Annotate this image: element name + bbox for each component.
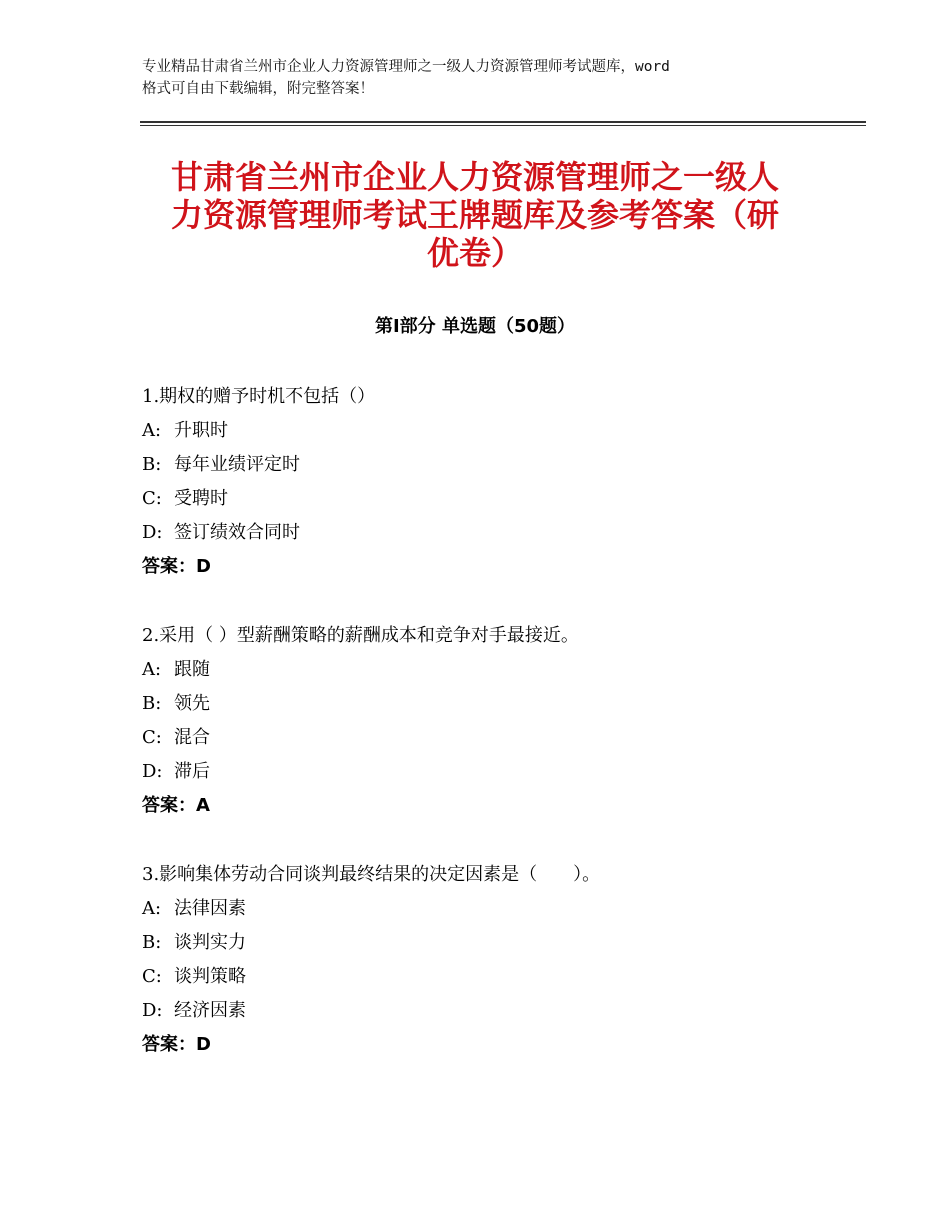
question-2 <box>142 619 802 823</box>
option-key: D: <box>142 522 163 543</box>
option-b <box>142 687 802 721</box>
option-text: 混合 <box>174 727 210 748</box>
option-text: 领先 <box>174 693 210 714</box>
option-b <box>142 926 802 960</box>
option-text: 谈判策略 <box>174 966 246 987</box>
option-text: 签订绩效合同时 <box>174 522 300 543</box>
option-text: 滞后 <box>174 761 210 782</box>
document-title <box>130 158 820 272</box>
option-text: 跟随 <box>174 659 210 680</box>
section-title: 第Ⅰ部分 单选题（50题） <box>374 316 575 337</box>
option-key: A: <box>142 898 162 919</box>
option-text: 每年业绩评定时 <box>174 454 300 475</box>
option-d <box>142 755 802 789</box>
question-1 <box>142 380 802 584</box>
option-key: C: <box>142 727 162 748</box>
option-text: 经济因素 <box>174 1000 246 1021</box>
option-key: D: <box>142 1000 163 1021</box>
option-text: 受聘时 <box>174 488 228 509</box>
header-note-line-2: 格式可自由下载编辑，附完整答案！ <box>142 81 374 97</box>
option-c <box>142 482 802 516</box>
option-a <box>142 653 802 687</box>
question-text: 1.期权的赠予时机不包括（） <box>142 386 376 407</box>
option-key: B: <box>142 932 162 953</box>
document-title-line-3: 优卷） <box>426 234 523 272</box>
option-key: B: <box>142 693 162 714</box>
option-a <box>142 892 802 926</box>
question-text: 3.影响集体劳动合同谈判最终结果的决定因素是（ ）。 <box>142 864 601 885</box>
question-3 <box>142 858 802 1062</box>
header-divider-thin <box>140 125 866 126</box>
option-text: 升职时 <box>174 420 228 441</box>
option-a <box>142 414 802 448</box>
question-text: 2.采用（ ）型薪酬策略的薪酬成本和竞争对手最接近。 <box>142 625 579 646</box>
document-title-line-2: 力资源管理师考试王牌题库及参考答案（研 <box>170 196 779 234</box>
answer: 答案：A <box>142 795 210 816</box>
option-c <box>142 721 802 755</box>
document-title-line-1: 甘肃省兰州市企业人力资源管理师之一级人 <box>170 158 779 196</box>
option-key: B: <box>142 454 162 475</box>
header-note <box>142 56 822 100</box>
option-text: 谈判实力 <box>174 932 246 953</box>
answer: 答案：D <box>142 556 211 577</box>
option-key: C: <box>142 966 162 987</box>
option-d <box>142 516 802 550</box>
header-divider-thick <box>140 121 866 123</box>
option-key: A: <box>142 420 162 441</box>
header-note-line-1: 专业精品甘肃省兰州市企业人力资源管理师之一级人力资源管理师考试题库，word <box>142 59 670 75</box>
option-b <box>142 448 802 482</box>
option-c <box>142 960 802 994</box>
option-key: C: <box>142 488 162 509</box>
answer: 答案：D <box>142 1034 211 1055</box>
option-key: D: <box>142 761 163 782</box>
option-d <box>142 994 802 1028</box>
option-text: 法律因素 <box>174 898 246 919</box>
option-key: A: <box>142 659 162 680</box>
